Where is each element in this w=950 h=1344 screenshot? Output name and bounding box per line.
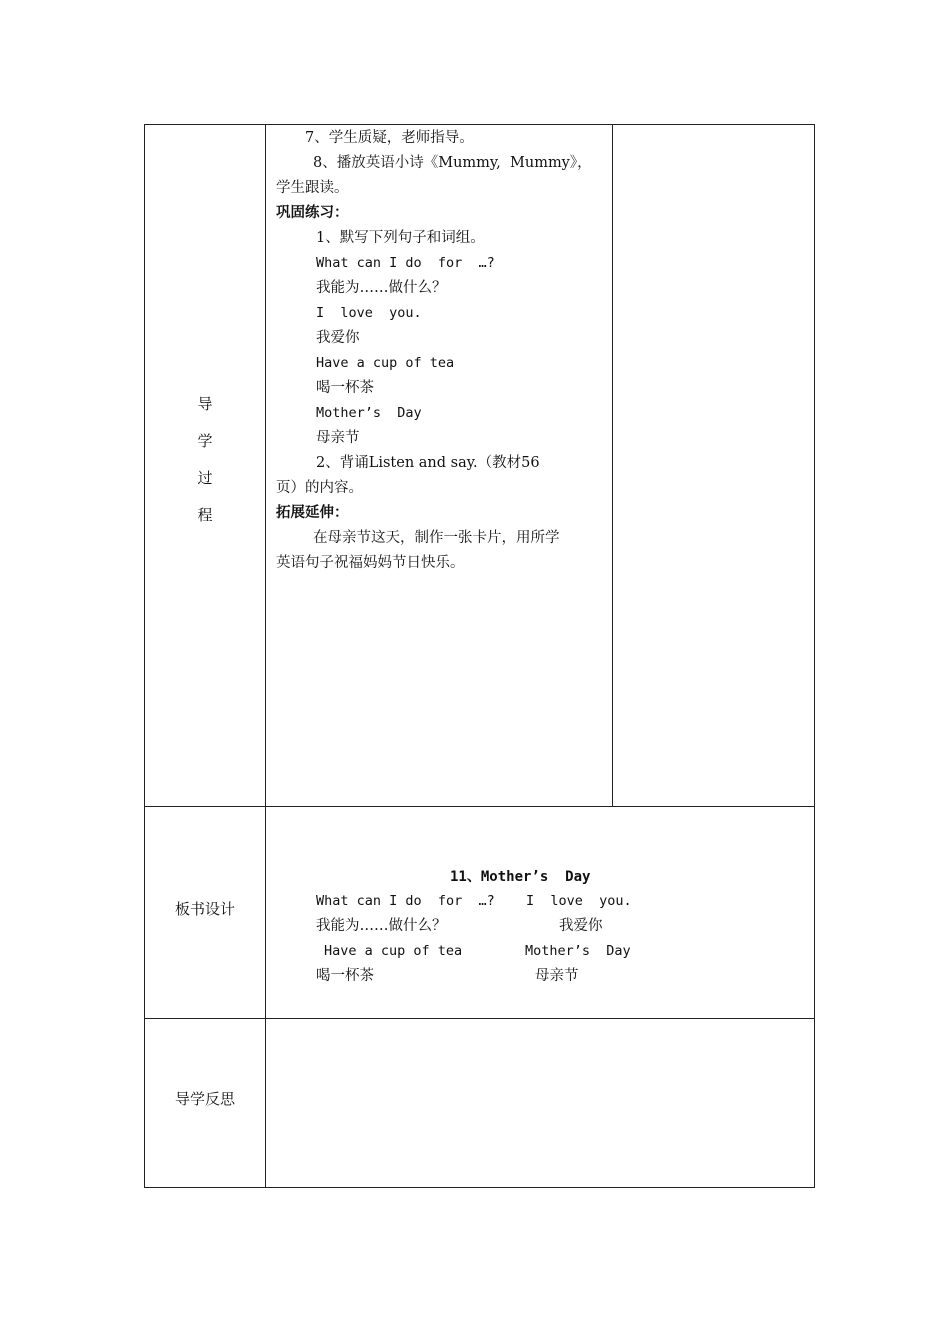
phrase-zh: 喝一杯茶 [316, 380, 374, 396]
practice-heading: 巩固练习： [276, 205, 349, 221]
board-phrase-zh: 我能为……做什么？ [316, 918, 447, 934]
practice-item-2: 2、背诵Listen and say.（教材56 [316, 455, 540, 471]
board-phrase-en: Have a cup of tea [324, 943, 463, 959]
table-divider-1 [144, 806, 815, 807]
practice-item-1: 1、默写下列句子和词组。 [316, 230, 485, 246]
extension-heading: 拓展延伸： [276, 505, 349, 521]
phrase-zh: 母亲节 [316, 430, 360, 446]
phrase-en: Have a cup of tea [316, 355, 455, 371]
process-label-char: 学 [197, 432, 213, 450]
process-step-8-cont: 学生跟读。 [276, 180, 349, 196]
phrase-en: I love you. [316, 305, 422, 321]
table-border-left [144, 124, 145, 1188]
process-step-7: 7、学生质疑，老师指导。 [305, 130, 474, 146]
board-phrase-zh: 喝一杯茶 [316, 968, 374, 984]
table-border-right [814, 124, 815, 1188]
process-label-char: 过 [197, 469, 213, 487]
extension-text: 在母亲节这天，制作一张卡片，用所学 [313, 530, 560, 546]
table-notes-divider [612, 124, 613, 806]
board-phrase-en: What can I do for …? [316, 893, 495, 909]
table-border-bottom [144, 1187, 815, 1188]
phrase-zh: 我爱你 [316, 330, 360, 346]
process-label-char: 程 [197, 506, 213, 524]
board-label: 板书设计 [174, 900, 235, 918]
board-phrase-zh: 母亲节 [535, 968, 579, 984]
board-phrase-en: I love you. [526, 893, 632, 909]
practice-item-2-cont: 页）的内容。 [276, 480, 363, 496]
process-label [145, 390, 265, 538]
board-phrase-en: Mother’s Day [525, 943, 631, 959]
phrase-en: What can I do for …? [316, 255, 495, 271]
board-phrase-zh: 我爱你 [559, 918, 603, 934]
table-column-divider [265, 124, 266, 1188]
phrase-en: Mother’s Day [316, 405, 422, 421]
extension-text-cont: 英语句子祝福妈妈节日快乐。 [276, 555, 465, 571]
process-label-char: 导 [197, 395, 213, 413]
board-title: 11、Mother’s Day [450, 869, 591, 885]
phrase-zh: 我能为……做什么？ [316, 280, 447, 296]
reflection-label: 导学反思 [174, 1090, 235, 1108]
table-divider-2 [144, 1018, 815, 1019]
table-border-top [144, 124, 815, 125]
process-step-8: 8、播放英语小诗《Mummy, Mummy》， [313, 155, 592, 171]
